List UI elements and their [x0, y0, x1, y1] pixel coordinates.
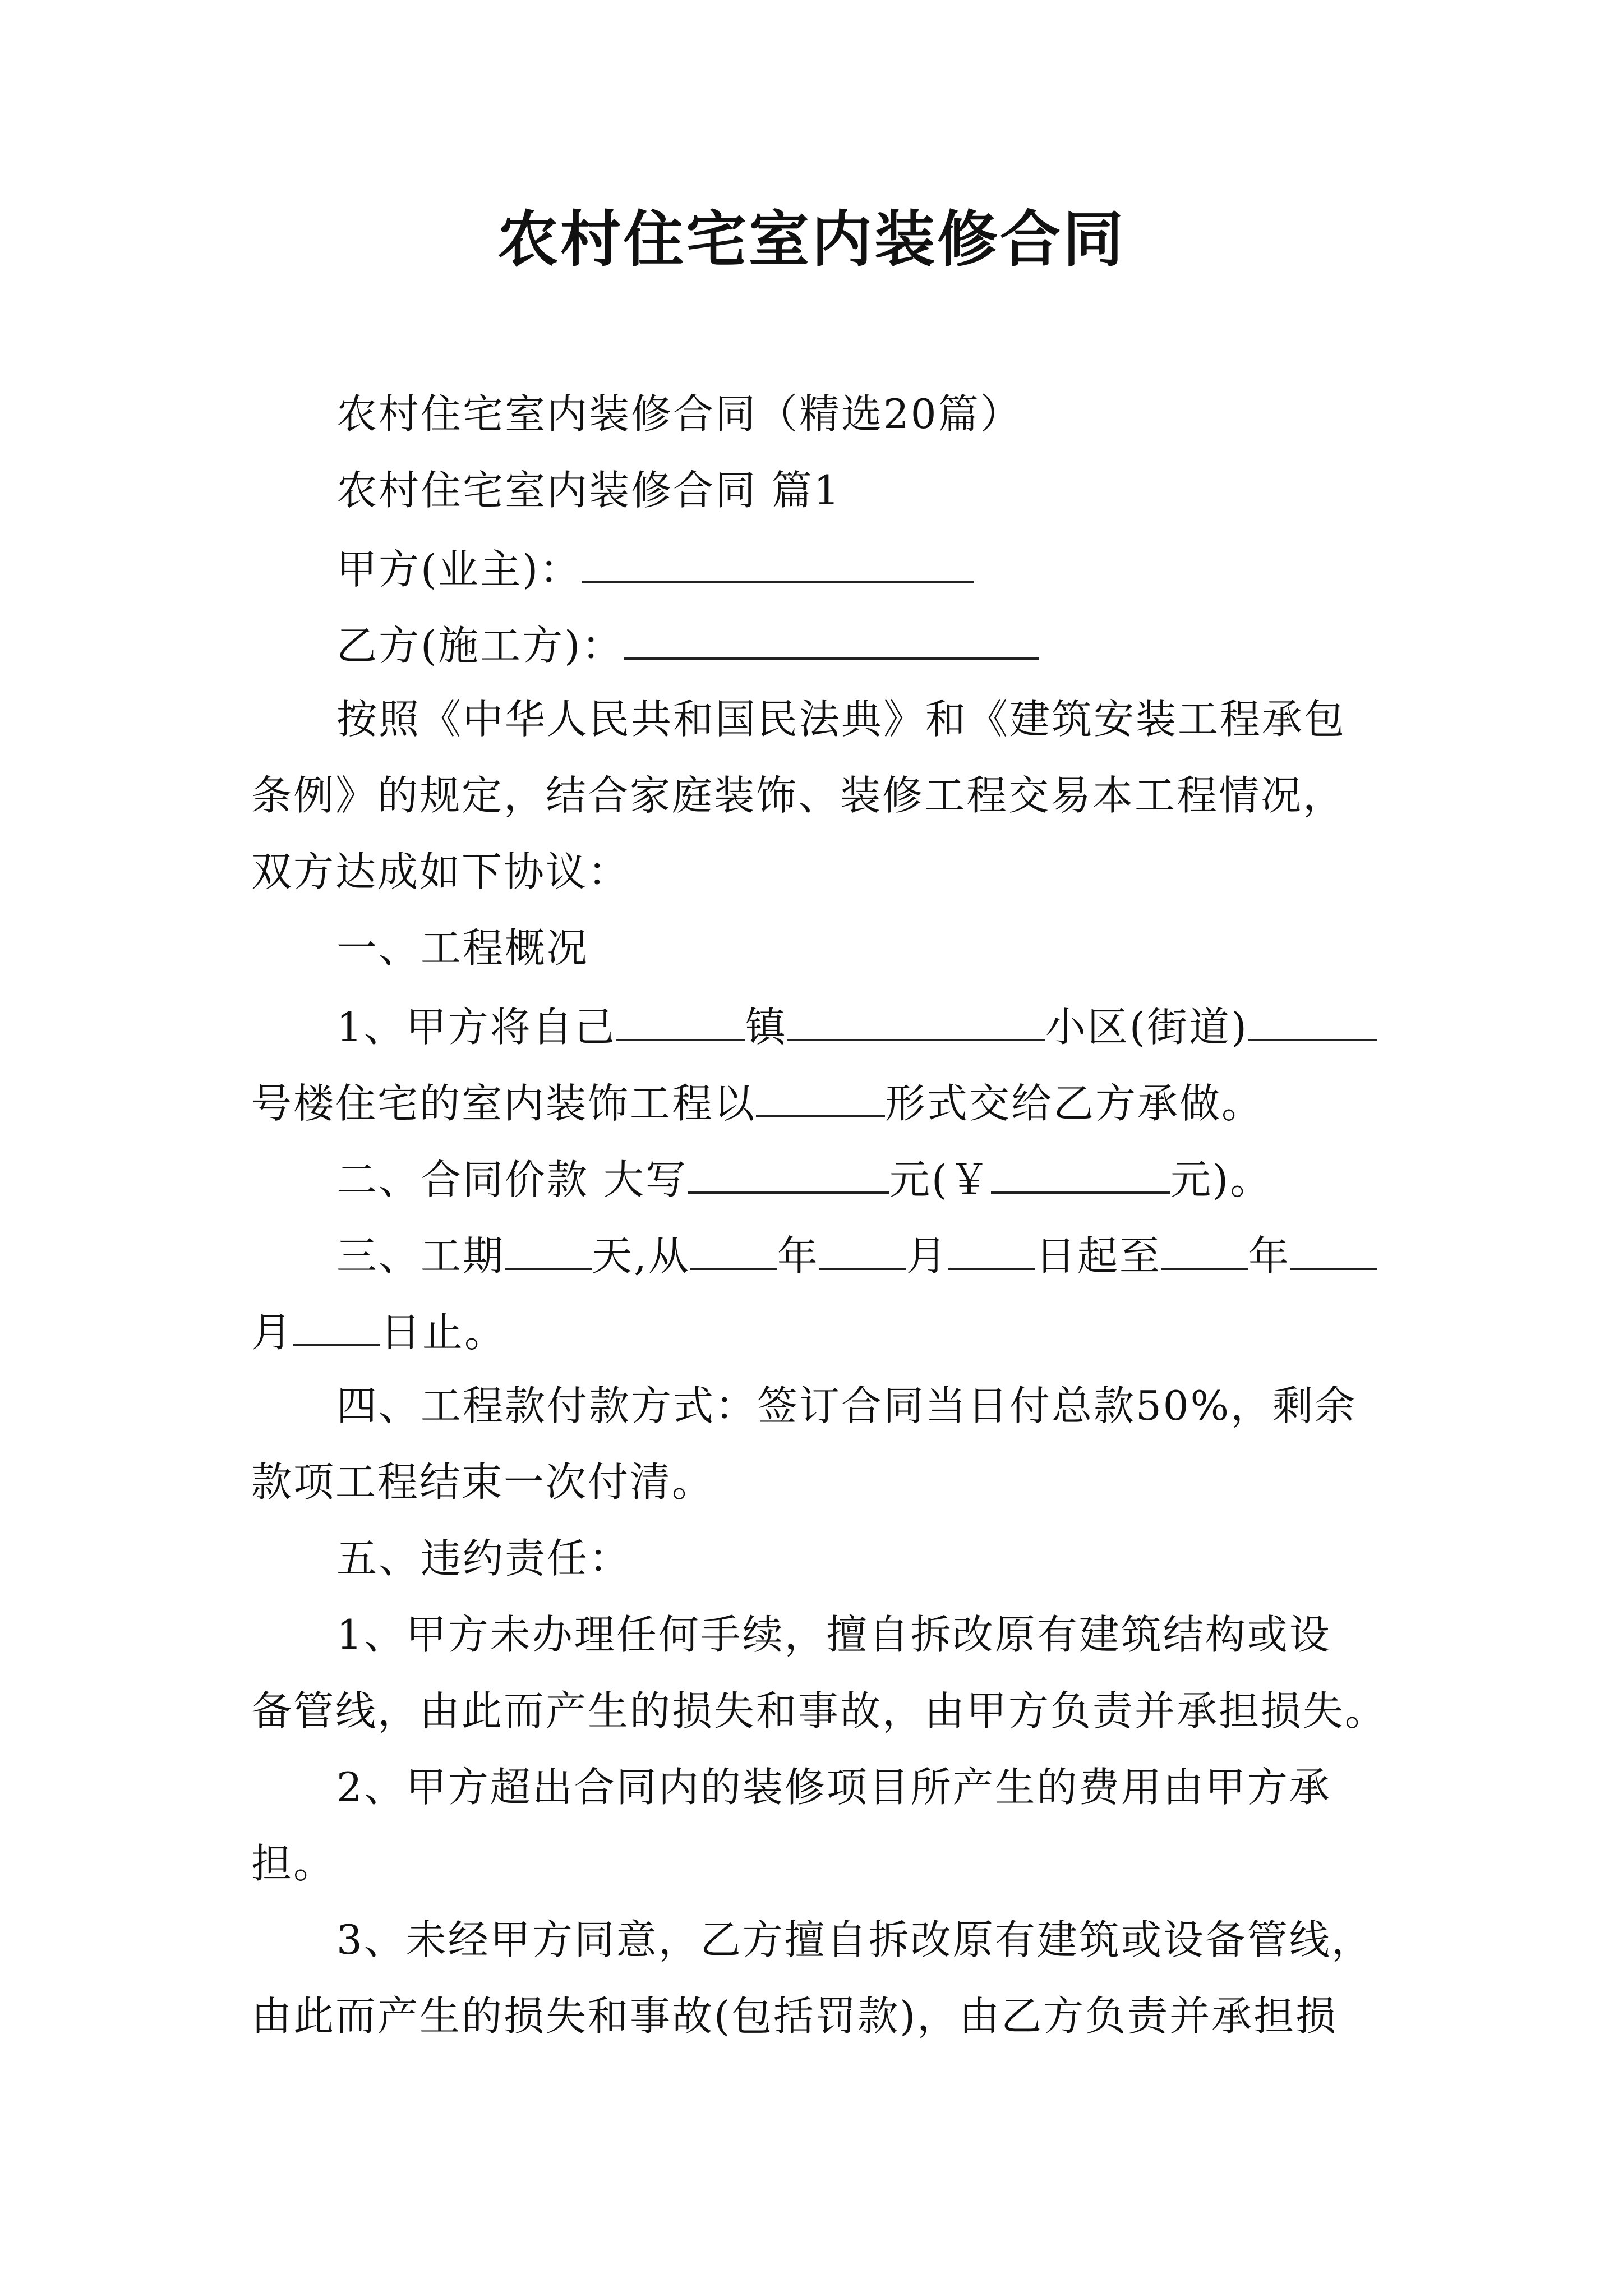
- section-3-line-1: [336, 1226, 1377, 1283]
- section-2-line: [336, 1150, 1272, 1207]
- end-year-blank[interactable]: [1161, 1226, 1248, 1270]
- document-title: 农村住宅室内装修合同: [497, 204, 1126, 275]
- party-b-line: [336, 616, 1039, 673]
- end-month-blank[interactable]: [1290, 1226, 1377, 1270]
- section-5-item-2-line-2: 担。: [251, 1840, 336, 1887]
- text-fragment: 元)。: [1170, 1156, 1272, 1203]
- section-heading: 农村住宅室内装修合同 篇1: [336, 467, 841, 514]
- days-blank[interactable]: [505, 1226, 592, 1270]
- text-fragment: 镇: [745, 1004, 787, 1051]
- text-fragment: 二、合同价款 大写: [336, 1156, 688, 1203]
- intro-line-1: 按照《中华人民共和国民法典》和《建筑安装工程承包: [336, 696, 1347, 743]
- text-fragment: 年: [777, 1232, 819, 1280]
- section-5-item-3-line-2: 由此而产生的损失和事故(包括罚款)，由乙方负责并承担损: [251, 1993, 1338, 2040]
- text-fragment: 号楼住宅的室内装饰工程以: [251, 1080, 757, 1127]
- section-5-item-2-line-1: 2、甲方超出合同内的装修项目所产生的费用由甲方承: [336, 1764, 1331, 1811]
- start-day-blank[interactable]: [948, 1226, 1035, 1270]
- price-in-words-blank[interactable]: [688, 1150, 889, 1194]
- section-1-item-1-line-2: [251, 1074, 1264, 1130]
- community-blank[interactable]: [787, 997, 1045, 1041]
- start-month-blank[interactable]: [819, 1226, 906, 1270]
- section-1-item-1-line-1: [336, 997, 1377, 1054]
- section-4-line-2: 款项工程结束一次付清。: [251, 1458, 714, 1506]
- text-fragment: 日起至: [1035, 1232, 1161, 1280]
- intro-line-2: 条例》的规定，结合家庭装饰、装修工程交易本工程情况，: [251, 772, 1345, 819]
- text-fragment: 小区(街道): [1045, 1004, 1249, 1051]
- building-blank[interactable]: [1248, 997, 1377, 1041]
- section-5-item-3-line-1: 3、未经甲方同意，乙方擅自拆改原有建筑或设备管线，: [336, 1916, 1373, 1963]
- start-year-blank[interactable]: [690, 1226, 777, 1270]
- section-5-item-1-line-2: 备管线，由此而产生的损失和事故，由甲方负责并承担损失。: [251, 1687, 1387, 1734]
- text-fragment: 1、甲方将自己: [336, 1004, 616, 1051]
- text-fragment: 三、工期: [336, 1232, 505, 1280]
- party-b-blank[interactable]: [624, 616, 1039, 660]
- text-fragment: 天,从: [592, 1232, 690, 1280]
- text-fragment: 年: [1248, 1232, 1290, 1280]
- contract-form-blank[interactable]: [756, 1074, 885, 1117]
- section-4-line-1: 四、工程款付款方式：签订合同当日付总款50%，剩余: [336, 1382, 1357, 1429]
- text-fragment: 月: [251, 1309, 294, 1356]
- party-a-label: 甲方(业主)：: [336, 546, 582, 593]
- text-fragment: 月: [906, 1232, 948, 1280]
- text-fragment: 元(￥: [889, 1156, 991, 1203]
- town-blank[interactable]: [616, 997, 745, 1041]
- text-fragment: 日止。: [380, 1309, 507, 1356]
- section-5-heading: 五、违约责任：: [336, 1535, 631, 1582]
- price-in-figures-blank[interactable]: [991, 1150, 1170, 1194]
- party-b-label: 乙方(施工方)：: [336, 622, 624, 669]
- party-a-blank[interactable]: [582, 540, 974, 583]
- intro-line-3: 双方达成如下协议：: [251, 848, 630, 895]
- section-3-line-2: [251, 1303, 506, 1359]
- end-day-blank[interactable]: [293, 1303, 380, 1346]
- party-a-line: [336, 540, 974, 596]
- text-fragment: 形式交给乙方承做。: [885, 1080, 1264, 1127]
- document-subtitle: 农村住宅室内装修合同（精选20篇）: [336, 390, 1022, 438]
- section-5-item-1-line-1: 1、甲方未办理任何手续，擅自拆改原有建筑结构或设: [336, 1611, 1331, 1658]
- section-1-heading: 一、工程概况: [336, 924, 589, 972]
